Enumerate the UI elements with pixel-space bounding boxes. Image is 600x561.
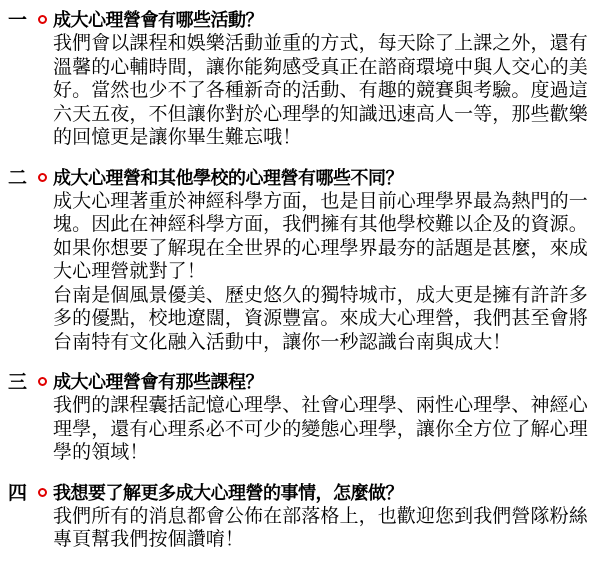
section-content [53,9,594,150]
red-ring-icon [38,488,47,497]
section-number: 一 [8,9,28,31]
question-title: 我想要了解更多成大心理營的事情，怎麼做？ [53,482,403,504]
faq-section-1 [8,9,594,150]
answer-text [53,394,594,465]
red-ring-icon [38,173,47,182]
red-circle-marker-icon [38,371,53,386]
faq-section-4 [8,482,594,552]
answer-paragraph: 台南是個風景優美、歷史悠久的獨特城市，成大更是擁有許許多多的優點，校地遼闊，資源豐富。來成大心理營，我們甚至會將台南特有文化融入活動中，讓你一秒認識台南與成大！ [53,283,588,353]
section-content [53,167,594,355]
answer-paragraph: 我們會以課程和娛樂活動並重的方式，每天除了上課之外，還有溫馨的心輔時間，讓你能夠感受真正在諮商環境中與人交心的美好。當然也少不了各種新奇的活動、有趣的競賽與考驗。度過這六天五夜，不但讓你對於心理學的知識迅速高人一等，那些歡樂的回憶更是讓你畢生難忘哦！ [53,32,588,148]
red-ring-icon [38,15,47,24]
faq-section-2 [8,167,594,355]
section-content [53,482,594,552]
question-title: 成大心理營會有哪些活動？ [53,10,263,31]
question-title: 成大心理營和其他學校的心理營有哪些不同？ [53,167,403,189]
section-number: 四 [8,481,28,504]
question-title: 成大心理營會有那些課程？ [53,372,263,393]
section-number: 三 [8,371,28,393]
answer-paragraph: 我們所有的消息都會公佈在部落格上，也歡迎您到我們營隊粉絲專頁幫我們按個讚唷！ [53,504,588,550]
section-content [53,371,594,465]
red-circle-marker-icon [38,9,53,24]
red-circle-marker-icon [38,167,53,182]
answer-text [53,32,594,150]
red-ring-icon [38,377,47,386]
faq-section-3 [8,371,594,465]
answer-text [53,190,594,355]
answer-text [53,505,594,552]
section-number: 二 [8,166,28,189]
red-circle-marker-icon [38,482,53,497]
answer-paragraph: 我們的課程囊括記憶心理學、社會心理學、兩性心理學、神經心理學，還有心理系必不可少的變態心理學，讓你全方位了解心理學的領域！ [53,394,588,463]
answer-paragraph: 成大心理著重於神經科學方面，也是目前心理學界最為熱門的一塊。因此在神經科學方面，我們擁有其他學校難以企及的資源。如果你想要了解現在全世界的心理學界最夯的話題是甚麼，來成大心理營就對了！ [53,189,588,282]
